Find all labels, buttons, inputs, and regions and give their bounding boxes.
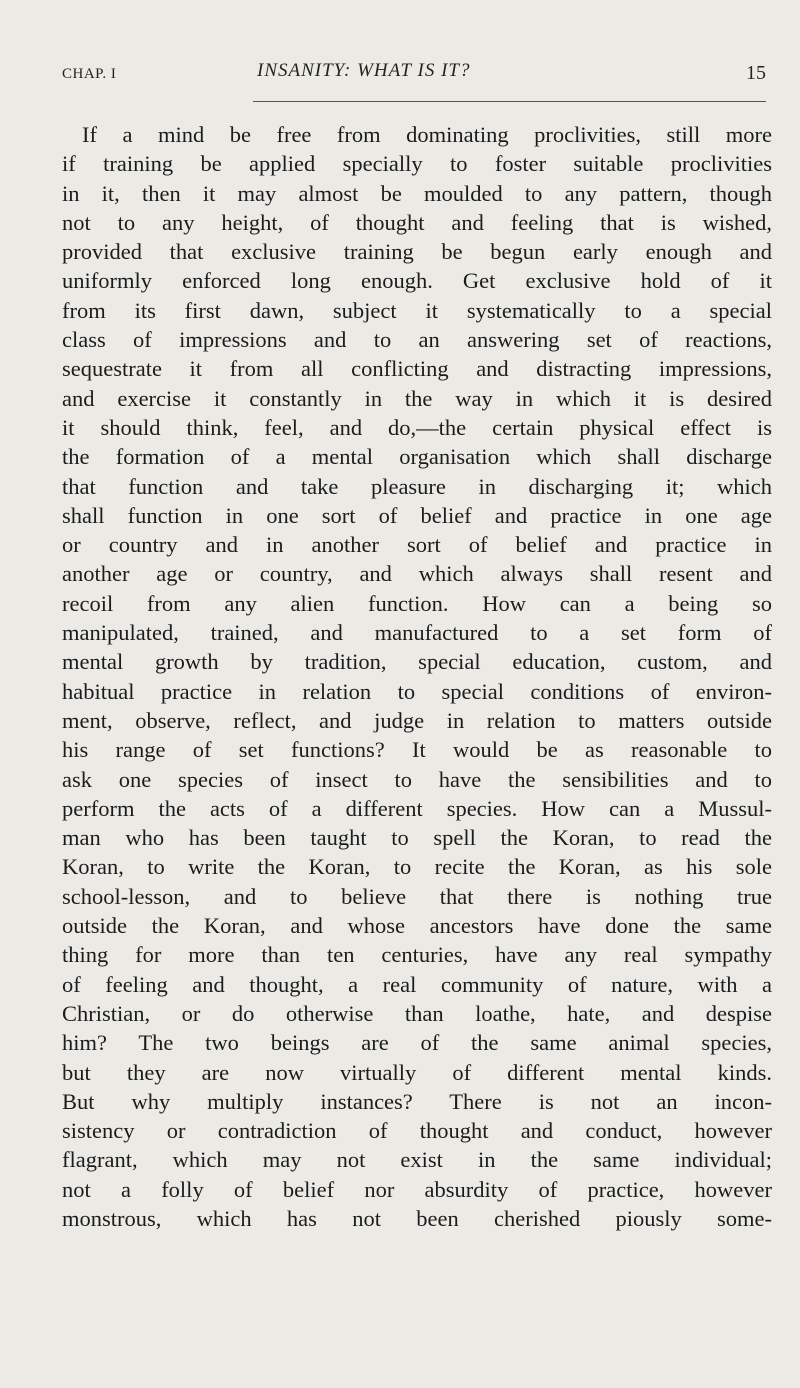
text-line: him? The two beings are of the same animal species, (62, 1030, 772, 1056)
text-line: his range of set functions? It would be as reasonable to (62, 737, 772, 763)
text-line: provided that exclusive training be begun early enough and (62, 239, 772, 265)
text-line: class of impressions and to an answering set of reactions, (62, 327, 772, 353)
text-line: outside the Koran, and whose ancestors have done the same (62, 913, 772, 939)
chapter-label: CHAP. I (62, 66, 117, 82)
text-line: manipulated, trained, and manufactured to a set form of (62, 620, 772, 646)
text-line: it should think, feel, and do,—the certain physical effect is (62, 414, 772, 440)
text-line: but they are now virtually of different mental kinds. (62, 1059, 772, 1085)
text-line: monstrous, which has not been cherished piously some- (62, 1205, 772, 1231)
text-line: from its first dawn, subject it systematically to a special (62, 297, 772, 323)
text-line: But why multiply instances? There is not an incon- (62, 1088, 772, 1114)
text-line: if training be applied specially to foster suitable proclivities (62, 151, 772, 177)
text-line: school-lesson, and to believe that there is nothing true (62, 883, 772, 909)
text-line: another age or country, and which always shall resent and (62, 561, 772, 587)
page-number: 15 (746, 62, 766, 84)
text-line: If a mind be free from dominating proclivities, still more (82, 122, 772, 147)
text-line: habitual practice in relation to special conditions of environ- (62, 678, 772, 704)
text-line: not to any height, of thought and feeling that is wished, (62, 209, 772, 235)
text-line: ment, observe, reflect, and judge in relation to matters outside (62, 707, 772, 733)
text-line: sequestrate it from all conflicting and distracting impressions, (62, 356, 772, 382)
running-head (62, 58, 772, 92)
text-line: thing for more than ten centuries, have any real sympathy (62, 942, 772, 968)
text-line: flagrant, which may not exist in the same individual; (62, 1147, 772, 1173)
text-line: man who has been taught to spell the Koran, to read the (62, 825, 772, 851)
header-rule (253, 101, 766, 102)
text-line: ask one species of insect to have the sensibilities and to (62, 766, 772, 792)
text-line: Christian, or do otherwise than loathe, hate, and despise (62, 1000, 772, 1026)
running-title: INSANITY: WHAT IS IT? (257, 60, 471, 81)
text-line: mental growth by tradition, special education, custom, and (62, 649, 772, 675)
text-line: Koran, to write the Koran, to recite the Koran, as his sole (62, 854, 772, 880)
text-line: uniformly enforced long enough. Get exclusive hold of it (62, 268, 772, 294)
text-line: or country and in another sort of belief and practice in (62, 532, 772, 558)
text-line: that function and take pleasure in discharging it; which (62, 473, 772, 499)
text-line: not a folly of belief nor absurdity of practice, however (62, 1176, 772, 1202)
text-line: perform the acts of a different species. How can a Mussul- (62, 795, 772, 821)
text-line: shall function in one sort of belief and practice in one age (62, 502, 772, 528)
text-line: sistency or contradiction of thought and conduct, however (62, 1118, 772, 1144)
text-line: recoil from any alien function. How can a being so (62, 590, 772, 616)
text-line: and exercise it constantly in the way in which it is desired (62, 385, 772, 411)
text-line: in it, then it may almost be moulded to any pattern, though (62, 180, 772, 206)
text-line: the formation of a mental organisation which shall discharge (62, 444, 772, 470)
text-line: of feeling and thought, a real community of nature, with a (62, 971, 772, 997)
body-paragraph (62, 120, 772, 1233)
